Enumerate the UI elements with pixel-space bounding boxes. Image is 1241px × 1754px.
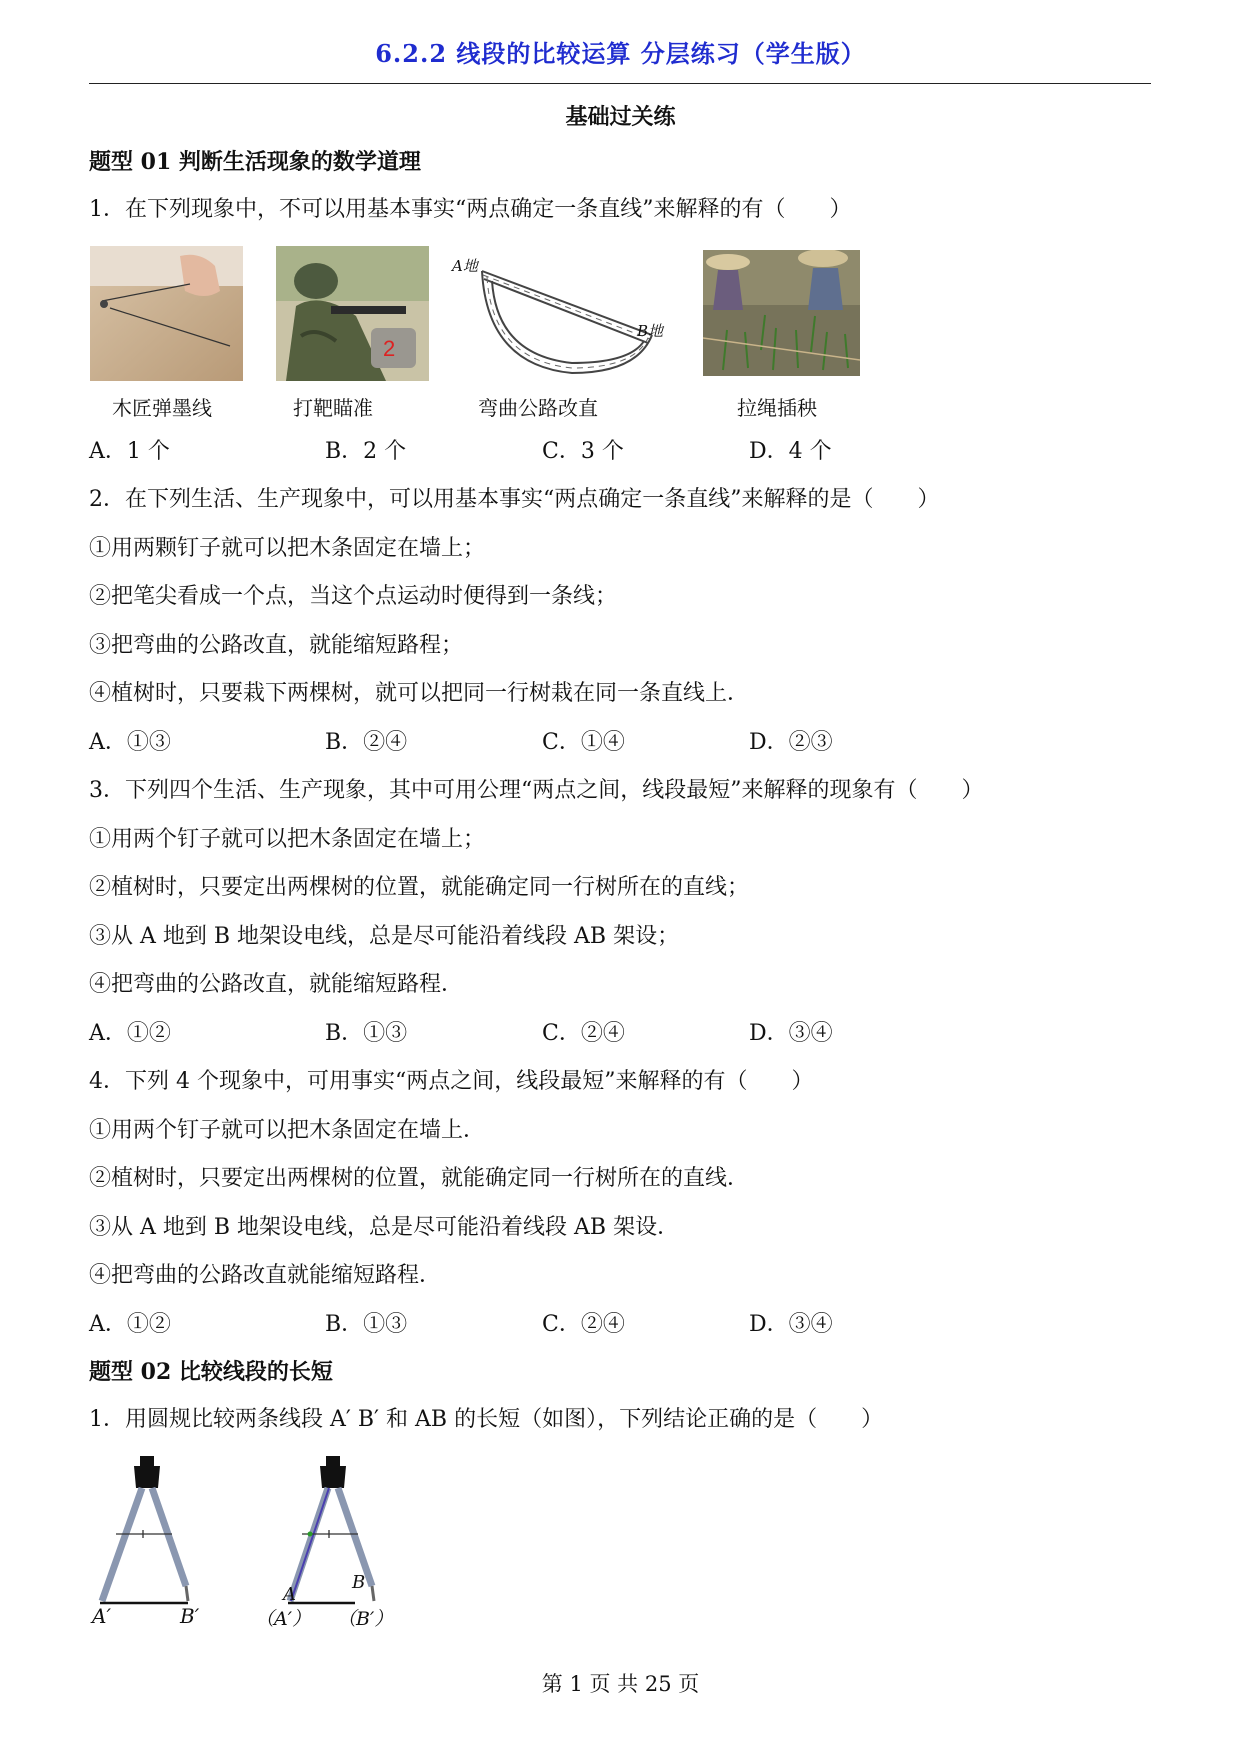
right-label-a: A — [283, 1584, 296, 1605]
q2-item-4: ④植树时，只要栽下两棵树，就可以把同一行树栽在同一条直线上． — [89, 681, 750, 706]
type01-heading: 题型 01 判断生活现象的数学道理 — [89, 149, 421, 175]
q2-options — [89, 728, 1089, 758]
q4-item-4: ④把弯曲的公路改直就能缩短路程． — [89, 1263, 442, 1288]
q2-option-a: A．①③ — [89, 730, 171, 755]
a-location-label: A地 — [452, 257, 478, 275]
q3-item-3: ③从 A 地到 B 地架设电线，总是尽可能沿着线段 AB 架设； — [89, 924, 680, 949]
q4-item-2: ②植树时，只要定出两棵树的位置，就能确定同一行树所在的直线． — [89, 1166, 750, 1191]
type02-heading: 题型 02 比较线段的长短 — [89, 1359, 333, 1385]
q2-item-3: ③把弯曲的公路改直，就能缩短路程； — [89, 633, 464, 658]
q1-options — [89, 437, 1089, 467]
q3-options — [89, 1019, 1089, 1049]
right-label-b: B — [352, 1572, 366, 1593]
right-label-b-prime: （B′） — [337, 1608, 394, 1630]
q2-item-2: ②把笔尖看成一个点，当这个点运动时便得到一条线； — [89, 584, 618, 609]
compass-figure-left — [88, 1456, 218, 1631]
caption-shooting: 打靶瞄准 — [293, 396, 373, 420]
q2-item-1: ①用两颗钉子就可以把木条固定在墙上； — [89, 536, 486, 561]
q3-item-4: ④把弯曲的公路改直，就能缩短路程． — [89, 972, 464, 997]
q4-item-3: ③从 A 地到 B 地架设电线，总是尽可能沿着线段 AB 架设． — [89, 1215, 680, 1240]
q3-stem: 3．下列四个生活、生产现象，其中可用公理“两点之间，线段最短”来解释的现象有（ ） — [89, 778, 984, 803]
q1-option-b: B．2 个 — [325, 439, 407, 464]
caption-curved-road: 弯曲公路改直 — [478, 396, 598, 420]
compass-figure-right — [255, 1456, 415, 1631]
b-location-label: B地 — [637, 322, 664, 340]
q4-options — [89, 1310, 1089, 1340]
q2-option-d: D．②③ — [749, 730, 833, 755]
q3-option-c: C．②④ — [542, 1021, 625, 1046]
q3-option-d: D．③④ — [749, 1021, 833, 1046]
q4-option-b: B．①③ — [325, 1312, 408, 1337]
q4-item-1: ①用两个钉子就可以把木条固定在墙上． — [89, 1118, 486, 1143]
q4-option-c: C．②④ — [542, 1312, 625, 1337]
q1-option-c: C．3 个 — [542, 439, 624, 464]
type02-q1-stem: 1．用圆规比较两条线段 A′ B′ 和 AB 的长短（如图），下列结论正确的是（ ） — [89, 1407, 884, 1432]
page-number: 第 1 页 共 25 页 — [541, 1672, 700, 1696]
q3-item-1: ①用两个钉子就可以把木条固定在墙上； — [89, 827, 486, 852]
q2-option-b: B．②④ — [325, 730, 408, 755]
q4-option-d: D．③④ — [749, 1312, 833, 1337]
header-divider — [89, 83, 1151, 84]
rope-transplanting-photo — [703, 250, 860, 376]
left-label-a-prime: A′ — [92, 1604, 111, 1628]
q2-stem: 2．在下列生活、生产现象中，可以用基本事实“两点确定一条直线”来解释的是（ ） — [89, 487, 940, 512]
caption-transplanting: 拉绳插秧 — [737, 396, 817, 420]
q4-option-a: A．①② — [89, 1312, 171, 1337]
q1-option-a: A．1 个 — [89, 439, 170, 464]
q3-item-2: ②植树时，只要定出两棵树的位置，就能确定同一行树所在的直线； — [89, 875, 750, 900]
q1-stem: 1．在下列现象中，不可以用基本事实“两点确定一条直线”来解释的有（ ） — [89, 197, 852, 222]
q1-option-d: D．4 个 — [749, 439, 832, 464]
left-label-b-prime: B′ — [180, 1604, 200, 1628]
document-title: 6.2.2 线段的比较运算 分层练习（学生版） — [375, 39, 866, 68]
q3-option-a: A．①② — [89, 1021, 171, 1046]
curved-road-diagram — [452, 255, 672, 380]
svg-text:2: 2 — [383, 336, 396, 361]
q2-option-c: C．①④ — [542, 730, 625, 755]
caption-carpenter: 木匠弹墨线 — [112, 396, 212, 420]
carpenter-ink-line-photo — [90, 246, 243, 381]
shooting-aim-photo — [276, 246, 429, 381]
q4-stem: 4．下列 4 个现象中，可用事实“两点之间，线段最短”来解释的有（ ） — [89, 1069, 814, 1094]
q3-option-b: B．①③ — [325, 1021, 408, 1046]
right-label-a-prime: （A′） — [255, 1608, 312, 1630]
section-title: 基础过关练 — [565, 104, 676, 130]
